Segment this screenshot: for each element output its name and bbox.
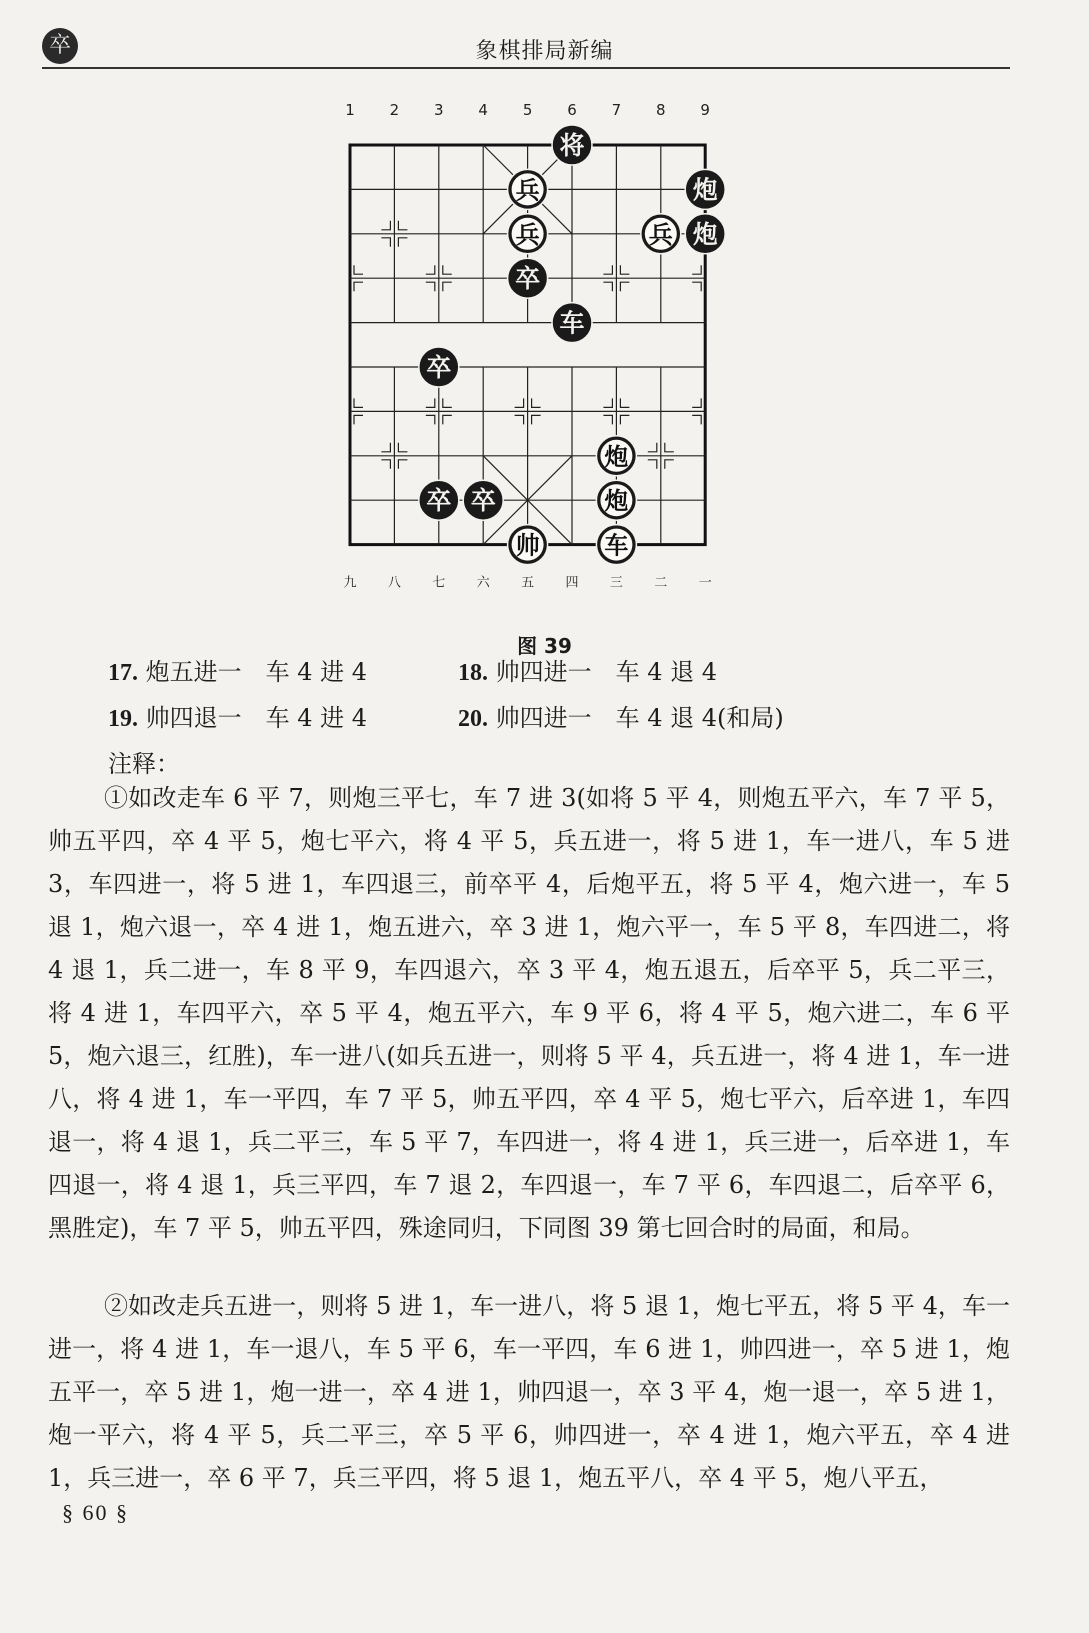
position-marker (354, 415, 363, 424)
position-marker (532, 398, 541, 407)
page-number: 60 (82, 1500, 109, 1525)
ornament-right-icon: § (116, 1500, 129, 1525)
position-marker (603, 282, 612, 291)
ornament-left-icon: § (62, 1500, 75, 1525)
position-marker (692, 265, 701, 274)
file-label-bottom: 一 (698, 575, 712, 591)
figure-caption: 图 39 (517, 634, 572, 658)
file-label-top: 8 (656, 101, 666, 119)
note-heading: 注释： (108, 750, 180, 778)
position-marker (381, 460, 390, 469)
position-marker (398, 443, 407, 452)
file-label-top: 5 (522, 101, 533, 119)
position-marker (692, 282, 701, 291)
position-marker (426, 398, 435, 407)
annotation-2: ②如改走兵五进一，则将 5 进 1，车一进八，将 5 退 1，炮七平五，将 5 平 4，车一进一，将 4 进 1，车一退八，车 5 平 6，车一平四，车 6 进 1，帅四进一，卒 5 进 1，炮五平一，卒 5 进 1，炮一进一，卒 4 进 1，帅四退一，卒 3 平 4，炮一退一，卒 5 进 1，炮一平六，将 4 平 5，兵二平三，卒 5 平 6，帅四进一，卒 4 进 1，炮六平五，卒 4 进 1，兵三进一，卒 6 平 7，兵三平四，将 5 退 1，炮五平八，卒 4 平 5，炮八平五， (48, 1292, 1010, 1492)
position-marker (381, 238, 390, 247)
file-label-top: 9 (700, 101, 710, 119)
red-piece-label: 车 (604, 531, 629, 560)
position-marker (426, 282, 435, 291)
move-19: 19. 帅四退一 车 4 进 4 (108, 704, 368, 732)
file-label-top: 7 (611, 101, 622, 119)
red-piece-label: 炮 (604, 442, 629, 471)
red-piece-label: 兵 (515, 176, 540, 205)
move-18: 18. 帅四进一 车 4 退 4 (458, 658, 718, 686)
position-marker (354, 265, 363, 274)
file-label-bottom: 六 (476, 575, 490, 591)
file-label-bottom: 四 (565, 575, 579, 591)
red-piece-label: 兵 (515, 220, 540, 249)
position-marker (515, 415, 524, 424)
position-marker (620, 265, 629, 274)
file-label-bottom: 五 (521, 575, 535, 591)
position-marker (398, 221, 407, 230)
file-label-top: 2 (389, 101, 400, 119)
position-marker (381, 443, 390, 452)
black-piece-label: 车 (559, 308, 585, 338)
file-label-bottom: 三 (609, 575, 623, 591)
position-marker (398, 238, 407, 247)
position-marker (398, 460, 407, 469)
position-marker (443, 282, 452, 291)
file-label-bottom: 八 (387, 575, 401, 591)
move-20: 20. 帅四进一 车 4 退 4(和局) (458, 704, 784, 732)
position-marker (648, 443, 657, 452)
position-marker (443, 398, 452, 407)
red-piece-label: 兵 (648, 220, 673, 249)
file-label-top: 4 (478, 101, 488, 119)
position-marker (443, 415, 452, 424)
red-piece-label: 炮 (604, 487, 629, 516)
position-marker (603, 398, 612, 407)
position-marker (692, 398, 701, 407)
file-label-top: 1 (345, 101, 355, 119)
xiangqi-board (330, 95, 730, 595)
book-title: 象棋排局新编 (475, 39, 614, 64)
position-marker (665, 443, 674, 452)
position-marker (603, 415, 612, 424)
position-marker (648, 460, 657, 469)
move-17: 17. 炮五进一 车 4 进 4 (108, 658, 368, 686)
file-label-bottom: 七 (432, 575, 446, 591)
position-marker (381, 221, 390, 230)
page-footer (62, 1500, 129, 1526)
red-piece-label: 帅 (515, 531, 540, 560)
file-label-bottom: 九 (343, 575, 357, 591)
header-rule (42, 67, 1010, 69)
move-list (108, 650, 808, 787)
black-piece-label: 将 (559, 131, 585, 160)
black-piece-label: 卒 (426, 486, 452, 516)
position-marker (443, 265, 452, 274)
black-piece-label: 炮 (692, 219, 718, 249)
black-piece-label: 卒 (426, 353, 452, 382)
position-marker (354, 398, 363, 407)
position-marker (665, 460, 674, 469)
black-piece-label: 卒 (470, 486, 496, 516)
position-marker (532, 415, 541, 424)
position-marker (515, 398, 524, 407)
black-piece-label: 卒 (515, 264, 541, 294)
header-piece-icon: 卒 (42, 28, 78, 64)
position-marker (620, 282, 629, 291)
file-label-top: 6 (567, 101, 577, 119)
file-label-top: 3 (434, 101, 444, 119)
position-marker (620, 398, 629, 407)
position-marker (620, 415, 629, 424)
file-label-bottom: 二 (654, 575, 668, 591)
position-marker (603, 265, 612, 274)
position-marker (426, 265, 435, 274)
annotation-1: ①如改走车 6 平 7，则炮三平七，车 7 进 3(如将 5 平 4，则炮五平六，车 7 平 5，帅五平四，卒 4 平 5，炮七平六，将 4 平 5，兵五进一，将 5 进 1，车一进八，车 5 进 3，车四进一，将 5 进 1，车四退三，前卒平 4，后炮平五，将 5 平 4，炮六进一，车 5 退 1，炮六退一，卒 4 进 1，炮五进六，卒 3 进 1，炮六平一，车 5 平 8，车四进二，将 4 退 1，兵二进一，车 8 平 9，车四退六，卒 3 平 4，炮五退五，后卒平 5，兵二平三，将 4 进 1，车四平六，卒 5 平 4，炮五平六，车 9 平 6，将 4 平 5，炮六进二，车 6 平 5，炮六退三，红胜)，车一进八(如兵五进一，则将 5 平 4，兵五进一，将 4 进 1，车一进八，将 4 进 1，车一平四，车 7 平 5，帅五平四，卒 4 平 5，炮七平六，后卒进 1，车四退一，将 4 退 1，兵二平三，车 5 平 7，车四进一，将 4 进 1，兵三进一，后卒进 1，车四退一，将 4 退 1，兵三平四，车 7 退 2，车四退一，车 7 平 6，车四退二，后卒平 6，黑胜定)，车 7 平 5，帅五平四，殊途同归，下同图 39 第七回合时的局面，和局。 (48, 784, 1010, 1242)
black-piece-label: 炮 (692, 175, 718, 205)
position-marker (692, 415, 701, 424)
position-marker (354, 282, 363, 291)
position-marker (426, 415, 435, 424)
